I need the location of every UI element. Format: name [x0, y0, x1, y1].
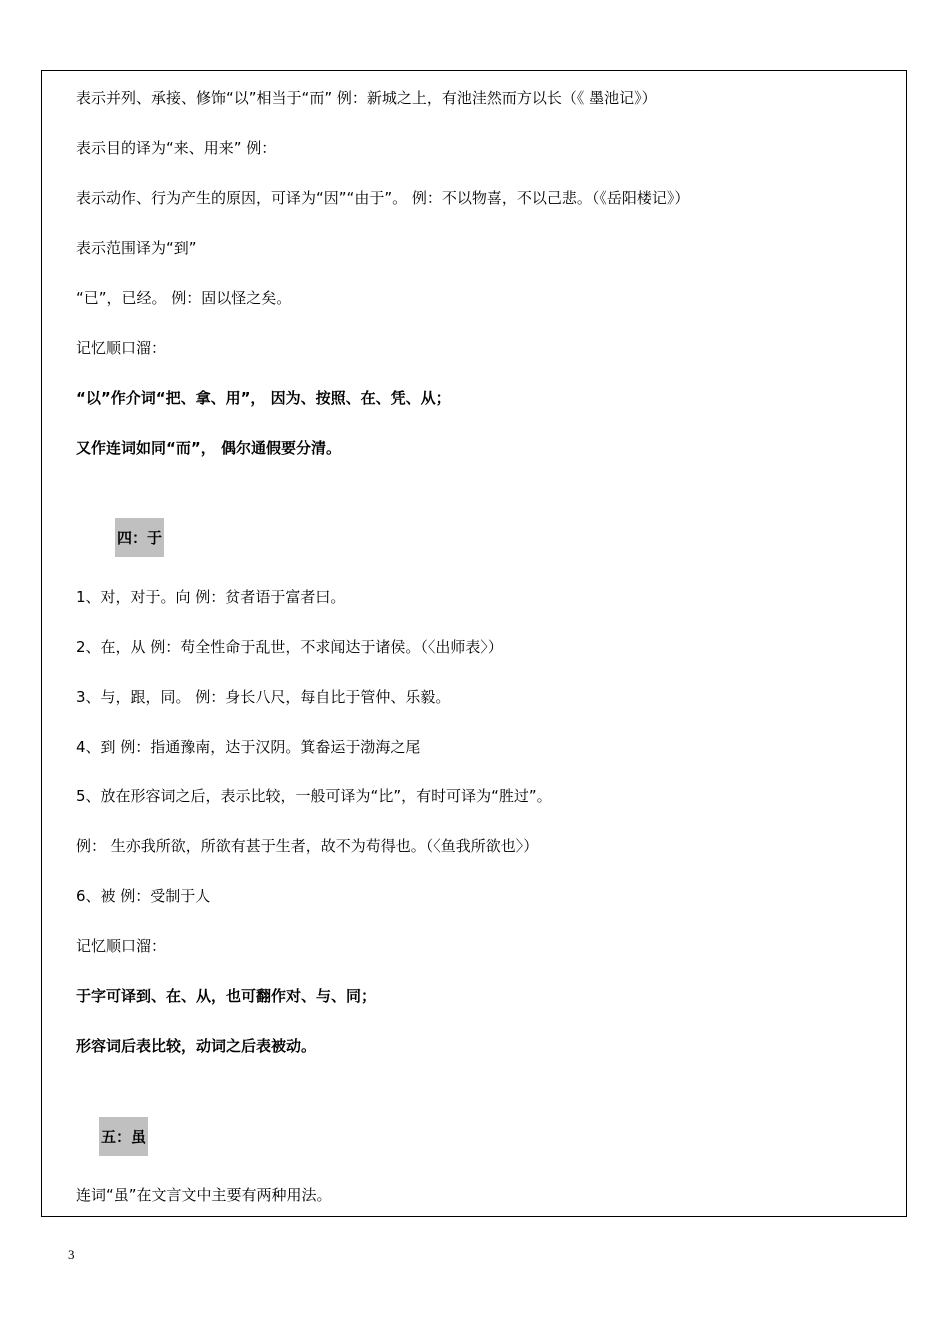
mnemonic-label: 记忆顺口溜：: [76, 339, 167, 357]
text-line: 1、对，对于。向 例：贫者语于富者曰。: [76, 588, 346, 606]
text-line: 4、到 例：指通豫南，达于汉阴。箕畚运于渤海之尾: [76, 738, 421, 756]
mnemonic-line: “以”作介词“把、拿、用”， 因为、按照、在、凭、从；: [76, 389, 451, 407]
text-line: 3、与，跟，同。 例：身长八尺，每自比于管仲、乐毅。: [76, 688, 451, 706]
text-line: 6、被 例：受制于人: [76, 887, 211, 905]
text-line: 表示目的译为“来、用来” 例：: [76, 139, 277, 157]
text-line: 表示范围译为“到”: [76, 239, 197, 257]
text-line: 表示并列、承接、修饰“以”相当于“而” 例：新城之上，有池洼然而方以长（《 墨池记》）: [76, 89, 657, 107]
text-line: 2、在，从 例：苟全性命于乱世，不求闻达于诸侯。（〈出师表〉）: [76, 638, 503, 656]
mnemonic-line: 于字可译到、在、从，也可翻作对、与、同；: [76, 987, 377, 1005]
mnemonic-label: 记忆顺口溜：: [76, 937, 167, 955]
section-heading-yu: 四：于: [115, 518, 164, 557]
section-heading-sui: 五：虽: [99, 1117, 148, 1156]
text-line: 表示动作、行为产生的原因，可译为“因”“由于”。 例：不以物喜，不以己悲。（《岳阳楼记》）: [76, 189, 690, 207]
text-line: 5、放在形容词之后，表示比较，一般可译为“比”，有时可译为“胜过”。: [76, 787, 552, 805]
text-line: “已”，已经。 例：固以怪之矣。: [76, 289, 292, 307]
text-line: 连词“虽”在文言文中主要有两种用法。: [76, 1186, 332, 1204]
page-number: 3: [68, 1247, 75, 1262]
text-line: 例： 生亦我所欲，所欲有甚于生者，故不为苟得也。（〈鱼我所欲也〉）: [76, 837, 539, 855]
mnemonic-line: 又作连词如同“而”， 偶尔通假要分清。: [76, 439, 341, 457]
mnemonic-line: 形容词后表比较，动词之后表被动。: [76, 1037, 317, 1055]
